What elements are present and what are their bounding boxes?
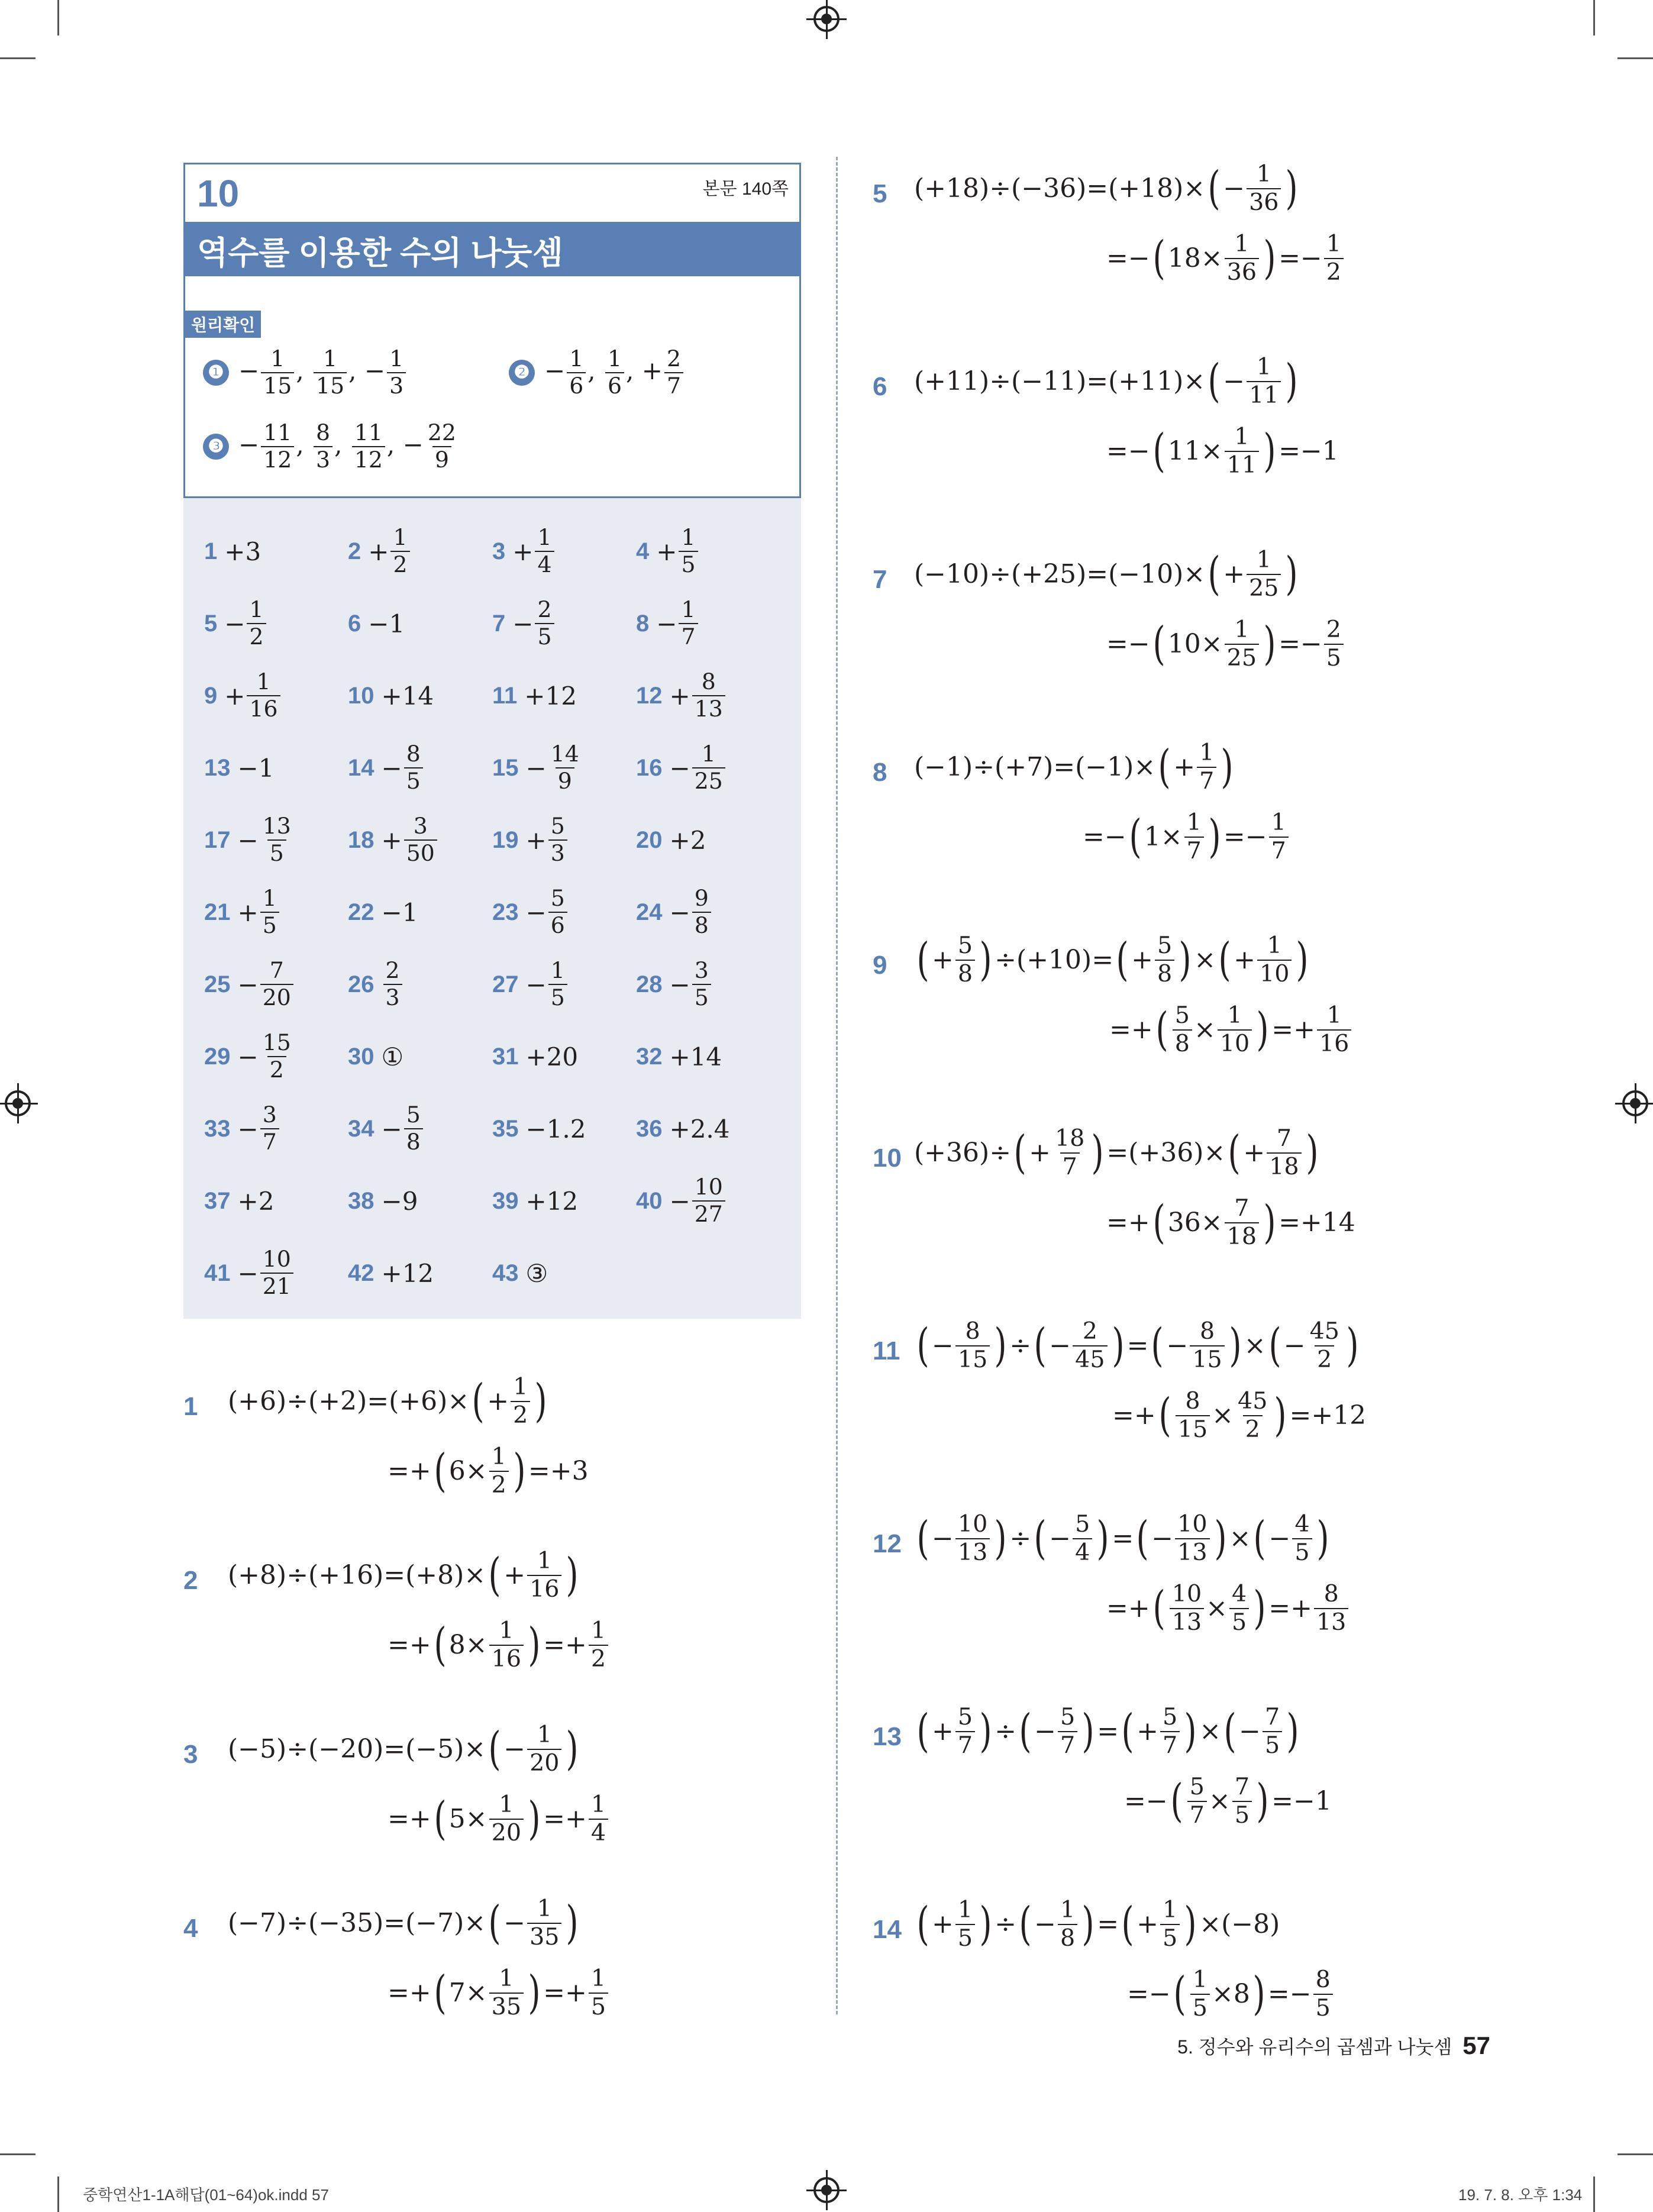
solution-line-1: ( − $\frac{10}{13}$ ) ÷ ( − $\frac{5}{4}$ ) = ( − $\frac{10}{13}$ ) × ( − $\frac{4}{5}$ ): [916, 1510, 1329, 1566]
answer-item: [204, 1096, 281, 1161]
answer-number: 11: [492, 682, 518, 709]
answer-number: 18: [348, 826, 374, 853]
item-number-badge: ❶: [203, 360, 229, 386]
fraction: $\frac{8}{13}$: [1314, 1583, 1348, 1634]
answer-value: −1: [381, 897, 418, 927]
answer-item: [492, 1024, 578, 1089]
fraction: $\frac{1}{5}$: [1160, 1898, 1180, 1950]
fraction: $\frac{1}{2}$: [511, 1375, 530, 1427]
fraction: $\frac{7}{20}$: [260, 960, 293, 1009]
answer-item: [636, 880, 713, 945]
chapter-title: 5. 정수와 유리수의 곱셈과 나눗셈: [1177, 2036, 1452, 2058]
section-number: 10: [197, 172, 240, 215]
answer-number: 6: [348, 610, 361, 637]
answer-value: − $\frac{7}{20}$: [238, 960, 295, 1009]
fraction: $\frac{5}{7}$: [1058, 1706, 1077, 1757]
answer-value: + $\frac{1}{16}$: [224, 671, 282, 721]
answer-number: 41: [204, 1260, 231, 1286]
answer-number: 25: [204, 971, 231, 997]
solution-number: 12: [873, 1529, 902, 1558]
answer-item: [348, 880, 418, 945]
answer-value: − $\frac{13}{5}$: [238, 815, 295, 865]
answer-item: [348, 519, 412, 584]
fraction: $\frac{2}{45}$: [1073, 1320, 1107, 1371]
answer-value: − $\frac{9}{8}$: [670, 887, 713, 937]
answer-value: −1: [368, 609, 405, 638]
solution-line-1: (+18)÷(−36)=(+18)× ( − $\frac{1}{36}$ ): [914, 160, 1299, 216]
answer-value: +12: [525, 1186, 579, 1216]
answer-number: 5: [204, 610, 218, 637]
principle-item-1: [203, 345, 408, 399]
solution-line-1: (+36)÷ ( + $\frac{18}{7}$ ) =(+36)× ( + $\frac{7}{18}$ ): [914, 1125, 1319, 1180]
fraction: $\frac{13}{5}$: [262, 813, 291, 866]
answer-item: [204, 1168, 274, 1233]
fraction: $\frac{8}{15}$: [1176, 1390, 1210, 1441]
solution-line-2: =− ( 10× $\frac{1}{25}$ ) =− $\frac{2}{5}$: [1106, 618, 1345, 670]
fraction: $\frac{10}{21}$: [260, 1248, 293, 1298]
answer-item: [348, 591, 405, 656]
answer-value: + $\frac{1}{4}$: [512, 527, 556, 576]
fraction: $\frac{1}{5}$: [679, 527, 698, 576]
answer-number: 24: [636, 899, 663, 925]
answer-number: 19: [492, 826, 519, 853]
answer-value: +14: [669, 1042, 722, 1071]
section-header: [183, 163, 801, 498]
answer-item: [204, 952, 295, 1017]
answer-item: [204, 880, 281, 945]
fraction: $\frac{45}{2}$: [1238, 1387, 1268, 1443]
answer-value: +12: [381, 1258, 434, 1288]
solution-line-2: =− ( $\frac{5}{7}$ × $\frac{7}{5}$ ) =−1: [1124, 1773, 1332, 1829]
answer-item: [204, 591, 268, 656]
fraction: $\frac{1}{7}$: [679, 599, 698, 648]
answer-value: + $\frac{1}{2}$: [368, 527, 411, 576]
fraction: $\frac{1}{5}$: [548, 960, 567, 1009]
fraction: $\frac{9}{8}$: [692, 887, 711, 937]
crop-mark: [57, 2177, 59, 2212]
answer-number: 4: [636, 538, 650, 564]
answer-item: [492, 663, 577, 728]
solution-line-2: =− ( $\frac{1}{5}$ ×8 ) =− $\frac{8}{5}$: [1127, 1968, 1335, 2020]
fraction: $\frac{1}{25}$: [1225, 618, 1259, 670]
answer-item: [636, 519, 700, 584]
fraction: $\frac{5}{7}$: [1160, 1706, 1180, 1757]
fraction: $\frac{18}{7}$: [1054, 1125, 1085, 1180]
answer-number: 23: [492, 899, 519, 925]
solution-number: 10: [873, 1144, 902, 1173]
column-divider: [836, 157, 838, 2014]
fraction: $\frac{8}{13}$: [692, 671, 725, 721]
answer-item: [636, 1168, 727, 1233]
fraction: $\frac{5}{7}$: [1187, 1775, 1207, 1827]
fraction: $\frac{1}{5}$: [1190, 1968, 1210, 2020]
answer-value: ①: [381, 1042, 404, 1071]
fraction: $\frac{1}{11}$: [1247, 356, 1281, 407]
answer-value: − $\frac{5}{6}$: [526, 887, 569, 937]
fraction: $\frac{4}{5}$: [1229, 1583, 1249, 1634]
solution-line-1: ( + $\frac{5}{7}$ ) ÷ ( − $\frac{5}{7}$ ) = ( + $\frac{5}{7}$ ) × ( − $\frac{7}{5}$ ): [916, 1703, 1299, 1759]
crop-mark: [0, 2153, 35, 2155]
answer-value: + $\frac{8}{13}$: [670, 671, 727, 721]
fraction: $\frac{1}{20}$: [527, 1723, 561, 1775]
registration-mark-icon: [5, 1090, 31, 1116]
fraction: $\frac{8}{5}$: [404, 743, 423, 793]
answer-value: +14: [381, 681, 434, 711]
answer-number: 17: [204, 826, 231, 853]
principle-item-3: [203, 419, 460, 473]
page-number: 57: [1462, 2032, 1490, 2059]
item-number-badge: ❸: [203, 434, 229, 460]
fraction: $\frac{1}{8}$: [1058, 1898, 1077, 1950]
answer-number: 13: [204, 754, 231, 781]
answer-number: 30: [348, 1043, 374, 1070]
answer-item: [492, 808, 569, 873]
solution-line-2: =+ ( $\frac{8}{15}$ × $\frac{45}{2}$ ) =+12: [1112, 1387, 1367, 1443]
solution-line-1: (+6)÷(+2)=(+6)× ( + $\frac{1}{2}$ ): [228, 1373, 547, 1429]
fraction: $\frac{3}{5}$: [692, 960, 711, 1009]
solution-number: 3: [183, 1740, 198, 1769]
registration-mark-icon: [1622, 1090, 1648, 1116]
answer-item: [204, 808, 295, 873]
principle-expr: − $\frac{1}{15}$ , $\frac{1}{15}$ , − $\frac{1}{3}$: [238, 348, 408, 398]
answer-value: +12: [524, 681, 577, 711]
solution-line-1: ( − $\frac{8}{15}$ ) ÷ ( − $\frac{2}{45}$ ) = ( − $\frac{8}{15}$ ) × ( − $\frac{45}{2}$ ): [916, 1317, 1359, 1373]
solution-line-1: (−10)÷(+25)=(−10)× ( + $\frac{1}{25}$ ): [914, 546, 1299, 602]
fraction: $\frac{1}{16}$: [247, 671, 280, 721]
solution-line-2: =− ( 11× $\frac{1}{11}$ ) =−1: [1106, 423, 1339, 479]
answer-item: [348, 1168, 418, 1233]
fraction: $\frac{10}{13}$: [1175, 1513, 1209, 1564]
item-number-badge: ❷: [509, 360, 535, 386]
solution-number: 14: [873, 1915, 902, 1944]
answer-number: 36: [636, 1115, 663, 1142]
answer-value: + $\frac{3}{50}$: [382, 815, 439, 865]
answer-item: [348, 808, 439, 873]
answer-number: 39: [492, 1187, 519, 1214]
principle-item-2: [509, 345, 685, 399]
fraction: $\frac{1}{36}$: [1225, 232, 1259, 284]
answer-number: 9: [204, 682, 218, 709]
fraction: $\frac{1}{2}$: [589, 1619, 608, 1671]
fraction: $\frac{4}{5}$: [1292, 1513, 1312, 1564]
answer-number: 37: [204, 1187, 231, 1214]
answer-value: − $\frac{3}{5}$: [670, 960, 713, 1009]
answer-panel: [183, 498, 801, 1319]
answer-item: [492, 1168, 578, 1233]
registration-mark-icon: [813, 2177, 840, 2203]
answer-number: 28: [636, 971, 663, 997]
answer-item: [348, 735, 425, 800]
answer-number: 1: [204, 538, 218, 564]
crop-mark: [1618, 2153, 1653, 2155]
fraction: $\frac{8}{5}$: [1313, 1968, 1333, 2020]
solution-number: 2: [183, 1566, 198, 1595]
fraction: $\frac{10}{13}$: [955, 1513, 990, 1564]
solution-number: 6: [873, 372, 887, 401]
answer-number: 20: [636, 826, 663, 853]
solution-number: 1: [183, 1392, 198, 1421]
answer-number: 42: [348, 1260, 374, 1286]
answer-number: 15: [492, 754, 519, 781]
answer-item: [204, 663, 282, 728]
solution-line-2: =+ ( 36× $\frac{7}{18}$ ) =+14: [1106, 1194, 1355, 1250]
answer-number: 3: [492, 538, 506, 564]
answer-value: − $\frac{1}{2}$: [224, 599, 267, 648]
answer-item: [636, 952, 713, 1017]
page-footer: [1177, 2032, 1490, 2060]
answer-value: − $\frac{1}{25}$: [670, 743, 727, 793]
answer-item: [204, 519, 261, 584]
solution-line-2: =− ( 1× $\frac{1}{7}$ ) =− $\frac{1}{7}$: [1083, 811, 1290, 863]
solution-line-1: ( + $\frac{1}{5}$ ) ÷ ( − $\frac{1}{8}$ ) = ( + $\frac{1}{5}$ ) ×(−8): [916, 1896, 1280, 1952]
answer-item: [636, 1024, 722, 1089]
fraction: 2 3: [383, 960, 402, 1009]
answer-number: 40: [636, 1187, 663, 1214]
fraction: $\frac{1}{16}$: [527, 1549, 561, 1601]
answer-number: 8: [636, 610, 650, 637]
answer-number: 32: [636, 1043, 663, 1070]
textbook-page-ref: 본문 140쪽: [702, 179, 789, 199]
solution-line-1: (−5)÷(−20)=(−5)× ( − $\frac{1}{20}$ ): [228, 1721, 579, 1777]
answer-number: 35: [492, 1115, 519, 1142]
answer-value: − $\frac{14}{9}$: [526, 743, 583, 793]
answer-value: −1.2: [525, 1114, 586, 1144]
solution-number: 11: [873, 1336, 900, 1365]
solution-line-2: =+ ( 8× $\frac{1}{16}$ ) =+ $\frac{1}{2}$: [388, 1619, 610, 1671]
answer-value: − $\frac{8}{5}$: [382, 743, 425, 793]
answer-item: [636, 735, 727, 800]
fraction: $\frac{1}{11}$: [1225, 425, 1259, 477]
registration-mark-icon: [813, 6, 840, 32]
fraction: $\frac{10}{27}$: [692, 1176, 725, 1226]
fraction: $\frac{45}{2}$: [1309, 1317, 1339, 1373]
answer-number: 12: [636, 682, 663, 709]
answer-number: 14: [348, 754, 374, 781]
fraction: $\frac{3}{50}$: [404, 815, 437, 865]
answer-item: [204, 735, 274, 800]
solution-number: 9: [873, 951, 887, 980]
answer-value: + $\frac{1}{5}$: [238, 887, 281, 937]
solution-line-2: =+ ( 5× $\frac{1}{20}$ ) =+ $\frac{1}{4}$: [388, 1793, 610, 1845]
answer-number: 27: [492, 971, 519, 997]
answer-value: +2.4: [669, 1114, 730, 1144]
answer-value: − $\frac{10}{27}$: [670, 1176, 727, 1226]
answer-value: − $\frac{5}{8}$: [382, 1104, 425, 1154]
crop-mark: [0, 57, 35, 59]
answer-value: − $\frac{10}{21}$: [238, 1248, 295, 1298]
solution-line-1: (−1)÷(+7)=(−1)× ( + $\frac{1}{7}$ ): [914, 739, 1234, 795]
solution-number: 5: [873, 179, 887, 208]
fraction: $\frac{5}{8}$: [404, 1104, 423, 1154]
fraction: $\frac{2}{5}$: [1324, 618, 1344, 670]
answer-item: [348, 1241, 434, 1306]
fraction: $\frac{1}{4}$: [589, 1793, 608, 1845]
fraction: $\frac{1}{4}$: [535, 527, 554, 576]
answer-item: [492, 1096, 586, 1161]
answer-item: [348, 1096, 425, 1161]
section-title: 역수를 이용한 수의 나눗셈: [197, 235, 563, 271]
answer-number: 7: [492, 610, 506, 637]
crop-mark: [57, 0, 59, 35]
crop-mark: [1618, 57, 1653, 59]
fraction: $\frac{1}{16}$: [1317, 1004, 1351, 1055]
answer-item: [636, 808, 706, 873]
answer-number: 22: [348, 899, 374, 925]
fraction: $\frac{1}{7}$: [1197, 741, 1216, 793]
fraction: $\frac{15}{2}$: [262, 1029, 291, 1083]
answer-value: − $\frac{3}{7}$: [238, 1104, 281, 1154]
fraction: $\frac{5}{7}$: [955, 1706, 975, 1757]
fraction: $\frac{1}{36}$: [1247, 163, 1281, 214]
solution-line-2: =+ ( $\frac{10}{13}$ × $\frac{4}{5}$ ) =+ $\frac{8}{13}$: [1106, 1583, 1350, 1634]
fraction: $\frac{14}{9}$: [550, 741, 579, 794]
fraction: $\frac{5}{4}$: [1073, 1513, 1092, 1564]
answer-item: [492, 591, 556, 656]
solution-line-2: =+ ( $\frac{5}{8}$ × $\frac{1}{10}$ ) =+ $\frac{1}{16}$: [1109, 1004, 1353, 1055]
answer-number: 34: [348, 1115, 374, 1142]
answer-number: 16: [636, 754, 663, 781]
answer-value: −9: [381, 1186, 418, 1216]
answer-value: − $\frac{15}{2}$: [238, 1032, 295, 1081]
answer-item: [204, 1241, 295, 1306]
solution-number: 7: [873, 565, 887, 594]
crop-mark: [1593, 0, 1595, 35]
answer-value: +20: [525, 1042, 579, 1071]
answer-item: [636, 591, 700, 656]
answer-item: [636, 1096, 730, 1161]
fraction: $\frac{2}{5}$: [535, 599, 554, 648]
answer-item: [492, 519, 556, 584]
fraction: $\frac{8}{15}$: [955, 1320, 990, 1371]
solution-number: 13: [873, 1722, 902, 1751]
crop-mark: [1593, 2177, 1595, 2212]
answer-item: [492, 1241, 548, 1306]
fraction: $\frac{5}{8}$: [1173, 1004, 1192, 1055]
answer-number: 33: [204, 1115, 231, 1142]
answer-value: +2: [237, 1186, 275, 1216]
fraction: $\frac{7}{18}$: [1267, 1127, 1301, 1178]
fraction: $\frac{10}{13}$: [1170, 1583, 1204, 1634]
answer-value: +2: [669, 825, 706, 855]
solution-number: 4: [183, 1914, 198, 1943]
answer-item: [348, 952, 404, 1017]
fraction: $\frac{1}{20}$: [489, 1793, 524, 1845]
fraction: $\frac{1}{35}$: [527, 1897, 561, 1949]
fraction: $\frac{8}{15}$: [1190, 1320, 1224, 1371]
answer-number: 38: [348, 1187, 374, 1214]
fraction: $\frac{1}{10}$: [1218, 1004, 1252, 1055]
answer-value: [382, 957, 404, 1010]
principle-check-tag: 원리확인: [185, 311, 261, 338]
title-bar: [185, 222, 799, 276]
solution-line-2: =+ ( 7× $\frac{1}{35}$ ) =+ $\frac{1}{5}$: [388, 1967, 610, 2019]
fraction: $\frac{1}{5}$: [955, 1898, 975, 1950]
answer-number: 2: [348, 538, 361, 564]
answer-number: 10: [348, 682, 374, 709]
answer-number: 43: [492, 1260, 519, 1286]
fraction: $\frac{5}{8}$: [955, 934, 975, 986]
answer-value: ③: [525, 1258, 548, 1288]
fraction: $\frac{7}{5}$: [1232, 1775, 1252, 1827]
answer-value: +3: [224, 537, 261, 566]
solution-line-2: =− ( 18× $\frac{1}{36}$ ) =− $\frac{1}{2}$: [1106, 232, 1345, 284]
answer-number: 29: [204, 1043, 231, 1070]
fraction: $\frac{1}{25}$: [1247, 548, 1281, 600]
solution-line-1: (+8)÷(+16)=(+8)× ( + $\frac{1}{16}$ ): [228, 1547, 579, 1603]
solution-line-2: =+ ( 6× $\frac{1}{2}$ ) =+3: [388, 1443, 589, 1499]
answer-value: + $\frac{1}{5}$: [656, 527, 699, 576]
answer-value: −1: [237, 753, 275, 783]
fraction: $\frac{1}{5}$: [260, 887, 279, 937]
fraction: $\frac{1}{35}$: [489, 1967, 524, 2019]
answer-value: − $\frac{1}{5}$: [526, 960, 569, 1009]
fraction: $\frac{1}{2}$: [1324, 232, 1344, 284]
answer-number: 21: [204, 899, 231, 925]
answer-item: [492, 952, 569, 1017]
fraction: $\frac{7}{5}$: [1263, 1706, 1282, 1757]
solution-line-1: (+11)÷(−11)=(+11)× ( − $\frac{1}{11}$ ): [914, 353, 1299, 409]
fraction: $\frac{1}{2}$: [489, 1445, 509, 1497]
fraction: $\frac{7}{18}$: [1225, 1197, 1259, 1248]
print-slug-date: 19. 7. 8. 오후 1:34: [1458, 2186, 1583, 2204]
answer-value: − $\frac{1}{7}$: [656, 599, 699, 648]
fraction: $\frac{5}{8}$: [1155, 934, 1174, 986]
fraction: $\frac{1}{2}$: [247, 599, 266, 648]
fraction: $\frac{1}{7}$: [1184, 811, 1204, 863]
solution-line-1: ( + $\frac{5}{8}$ ) ÷(+10)= ( + $\frac{5}{8}$ ) × ( + $\frac{1}{10}$ ): [916, 932, 1309, 987]
solution-number: 8: [873, 758, 887, 787]
print-slug-file: 중학연산1-1A해답(01~64)ok.indd 57: [83, 2186, 329, 2204]
answer-number: 31: [492, 1043, 519, 1070]
answer-number: 26: [348, 971, 374, 997]
solution-line-1: (−7)÷(−35)=(−7)× ( − $\frac{1}{35}$ ): [228, 1895, 579, 1951]
fraction: $\frac{5}{3}$: [548, 815, 567, 865]
answer-item: [636, 663, 727, 728]
fraction: $\frac{5}{6}$: [548, 887, 567, 937]
answer-item: [348, 1024, 403, 1089]
fraction: $\frac{1}{5}$: [589, 1967, 608, 2019]
answer-value: − $\frac{2}{5}$: [512, 599, 556, 648]
fraction: $\frac{1}{10}$: [1257, 934, 1292, 986]
answer-item: [204, 1024, 295, 1089]
fraction: $\frac{1}{7}$: [1269, 811, 1289, 863]
fraction: $\frac{3}{7}$: [260, 1104, 279, 1154]
fraction: $\frac{1}{2}$: [390, 527, 409, 576]
fraction: $\frac{1}{25}$: [692, 743, 725, 793]
answer-value: + $\frac{5}{3}$: [526, 815, 569, 865]
answer-item: [492, 880, 569, 945]
fraction: $\frac{1}{16}$: [489, 1619, 524, 1671]
principle-expr: − $\frac{1}{6}$ , $\frac{1}{6}$ , + $\frac{2}{7}$: [544, 348, 685, 398]
answer-item: [348, 663, 434, 728]
answer-item: [492, 735, 583, 800]
principle-expr: − $\frac{11}{12}$ , $\frac{8}{3}$ , $\frac{11}{12}$ , − $\frac{22}{9}$: [238, 419, 456, 473]
